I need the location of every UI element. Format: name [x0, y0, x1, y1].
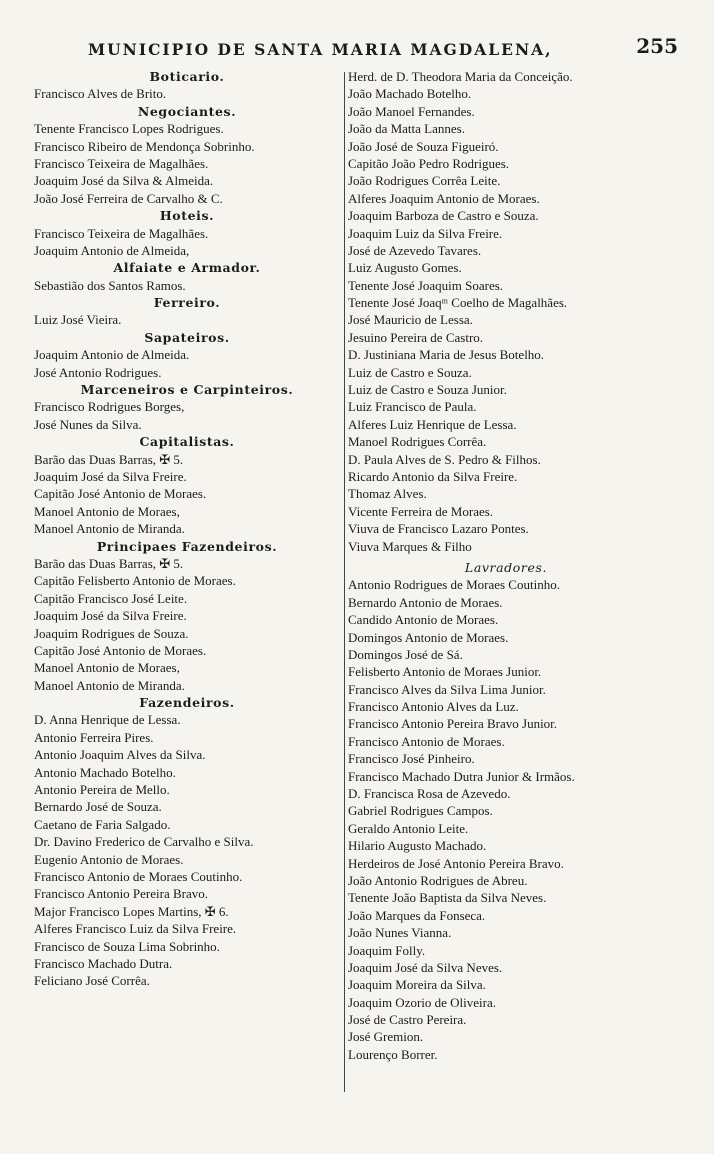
list-entry: Bernardo Antonio de Moraes.	[348, 594, 503, 610]
section-hoteis	[34, 207, 340, 259]
list-entry: Caetano de Faria Salgado.	[34, 816, 171, 832]
section-principaes-fazendeiros	[34, 538, 340, 695]
list-entry: Sebastião dos Santos Ramos.	[34, 277, 186, 293]
list-entry: Luiz de Castro e Souza.	[348, 364, 472, 380]
list-entry: Feliciano José Corrêa.	[34, 973, 150, 989]
list-entry: D. Francisca Rosa de Azevedo.	[348, 786, 511, 802]
list-entry: Francisco Machado Dutra Junior & Irmãos.	[348, 768, 575, 784]
list-entry: Joaquim Rodrigues de Souza.	[34, 625, 189, 641]
list-entry: João Manoel Fernandes.	[348, 103, 475, 119]
list-entry: Manoel Antonio de Miranda.	[34, 521, 185, 537]
list-entry: João Rodrigues Corrêa Leite.	[348, 173, 501, 189]
section-heading: Negociantes.	[137, 103, 237, 119]
list-entry: Barão das Duas Barras, ✠ 5.	[34, 555, 184, 571]
list-entry: Manoel Antonio de Miranda.	[34, 677, 185, 693]
list-entry: D. Anna Henrique de Lessa.	[34, 712, 181, 728]
list-entry: Hilario Augusto Machado.	[348, 838, 487, 854]
section-heading: Marceneiros e Carpinteiros.	[80, 382, 294, 398]
right-column	[348, 68, 664, 1063]
list-entry: Tenente João Baptista da Silva Neves.	[348, 890, 547, 906]
list-entry: Viuva de Francisco Lazaro Pontes.	[348, 521, 529, 537]
list-entry: Joaquim José da Silva Freire.	[34, 468, 187, 484]
list-entry: João Machado Botelho.	[348, 86, 472, 102]
list-entry: Joaquim Antonio de Almeida.	[34, 347, 190, 363]
section-heading: Ferreiro.	[153, 295, 221, 311]
list-entry: Joaquim Antonio de Almeida,	[34, 242, 190, 258]
list-entry: Tenente José Joaqᵐ Coelho de Magalhães.	[348, 295, 568, 311]
list-entry: Manoel Rodrigues Corrêa.	[348, 434, 487, 450]
list-entry: Domingos Antonio de Moraes.	[348, 629, 509, 645]
page-title: MUNICIPIO DE SANTA MARIA MAGDALENA,	[88, 40, 553, 59]
list-entry: João José Ferreira de Carvalho & C.	[34, 190, 223, 206]
list-entry: Candido Antonio de Moraes.	[348, 612, 499, 628]
list-entry: Capitão Francisco José Leite.	[34, 590, 188, 606]
section-lavradores	[348, 559, 664, 1063]
list-entry: Capitão José Antonio de Moraes.	[34, 486, 207, 502]
list-entry: Capitão Felisberto Antonio de Moraes.	[34, 573, 236, 589]
list-entry: D. Justiniana Maria de Jesus Botelho.	[348, 347, 545, 363]
list-entry: Francisco Antonio Alves da Luz.	[348, 699, 519, 715]
list-entry: Joaquim Ozorio de Oliveira.	[348, 994, 497, 1010]
section-fazendeiros	[34, 694, 340, 990]
list-entry: Francisco Ribeiro de Mendonça Sobrinho.	[34, 138, 255, 154]
list-entry: Francisco Teixeira de Magalhães.	[34, 225, 209, 241]
list-entry: Thomaz Alves.	[348, 486, 427, 502]
list-entry: Antonio Ferreira Pires.	[34, 729, 154, 745]
list-entry: Tenente Francisco Lopes Rodrigues.	[34, 121, 224, 137]
list-entry: Manoel Antonio de Moraes,	[34, 503, 180, 519]
list-entry: Major Francisco Lopes Martins, ✠ 6.	[34, 903, 229, 919]
list-entry: Felisberto Antonio de Moraes Junior.	[348, 664, 542, 680]
list-entry: Alferes Joaquim Antonio de Moraes.	[348, 190, 540, 206]
list-entry: Eugenio Antonio de Moraes.	[34, 851, 184, 867]
list-entry: Francisco Teixeira de Magalhães.	[34, 155, 209, 171]
list-entry: Francisco Antonio de Moraes.	[348, 733, 505, 749]
list-entry: Barão das Duas Barras, ✠ 5.	[34, 451, 184, 467]
list-entry: João da Matta Lannes.	[348, 121, 465, 137]
section-marceneiros	[34, 381, 340, 433]
list-entry: Vicente Ferreira de Moraes.	[348, 503, 494, 519]
list-entry: Viuva Marques & Filho	[348, 538, 472, 554]
page-number: 255	[636, 34, 678, 58]
list-entry: Joaquim José da Silva & Almeida.	[34, 173, 214, 189]
list-entry: Francisco José Pinheiro.	[348, 751, 475, 767]
list-entry: Joaquim José da Silva Neves.	[348, 959, 503, 975]
section-heading: Hoteis.	[159, 208, 215, 224]
list-entry: Francisco Antonio Pereira Bravo.	[34, 886, 209, 902]
section-heading: Capitalistas.	[139, 434, 235, 450]
list-entry: Joaquim José da Silva Freire.	[34, 608, 187, 624]
section-capitalistas	[34, 433, 340, 537]
list-entry: Luiz Augusto Gomes.	[348, 260, 462, 276]
list-entry: João Nunes Vianna.	[348, 925, 452, 941]
list-entry: Lourenço Borrer.	[348, 1046, 438, 1062]
list-entry: Francisco Rodrigues Borges,	[34, 399, 185, 415]
list-entry: Ricardo Antonio da Silva Freire.	[348, 468, 518, 484]
list-entry: Jesuino Pereira de Castro.	[348, 329, 484, 345]
list-entry: Joaquim Folly.	[348, 942, 426, 958]
list-entry: Geraldo Antonio Leite.	[348, 820, 469, 836]
list-entry: José Nunes da Silva.	[34, 416, 142, 432]
list-entry: Capitão José Antonio de Moraes.	[34, 642, 207, 658]
list-entry: Capitão João Pedro Rodrigues.	[348, 155, 510, 171]
section-boticario	[34, 68, 340, 103]
section-fazendeiros-continued	[348, 68, 664, 555]
list-entry: Joaquim Moreira da Silva.	[348, 977, 486, 993]
list-entry: Francisco Alves da Silva Lima Junior.	[348, 681, 546, 697]
list-entry: Francisco Antonio Pereira Bravo Junior.	[348, 716, 558, 732]
list-entry: Antonio Pereira de Mello.	[34, 782, 170, 798]
list-entry: Luiz José Vieira.	[34, 312, 122, 328]
section-heading: Lavradores.	[464, 559, 548, 575]
left-column	[34, 68, 340, 990]
list-entry: Francisco de Souza Lima Sobrinho.	[34, 938, 220, 954]
list-entry: José Antonio Rodrigues.	[34, 364, 162, 380]
section-heading: Sapateiros.	[144, 329, 230, 345]
list-entry: Gabriel Rodrigues Campos.	[348, 803, 493, 819]
list-entry: Francisco Antonio de Moraes Coutinho.	[34, 868, 243, 884]
list-entry: Luiz de Castro e Souza Junior.	[348, 382, 507, 398]
list-entry: Herd. de D. Theodora Maria da Conceição.	[348, 69, 573, 84]
list-entry: João Antonio Rodrigues de Abreu.	[348, 872, 528, 888]
section-heading: Alfaiate e Armador.	[113, 260, 261, 276]
list-entry: Tenente José Joaquim Soares.	[348, 277, 504, 293]
list-entry: Luiz Francisco de Paula.	[348, 399, 477, 415]
list-entry: Bernardo José de Souza.	[34, 799, 162, 815]
list-entry: Joaquim Barboza de Castro e Souza.	[348, 208, 539, 224]
section-heading: Fazendeiros.	[139, 695, 235, 711]
section-ferreiro	[34, 294, 340, 329]
list-entry: Antonio Machado Botelho.	[34, 764, 176, 780]
section-alfaiate	[34, 259, 340, 294]
list-entry: Antonio Joaquim Alves da Silva.	[34, 747, 206, 763]
section-heading: Boticario.	[149, 69, 225, 84]
list-entry: José Mauricio de Lessa.	[348, 312, 473, 328]
list-entry: João José de Souza Figueiró.	[348, 138, 499, 154]
list-entry: Alferes Francisco Luiz da Silva Freire.	[34, 921, 237, 937]
page-header	[88, 34, 678, 68]
list-entry: José de Castro Pereira.	[348, 1012, 467, 1028]
list-entry: Manoel Antonio de Moraes,	[34, 660, 180, 676]
list-entry: Alferes Luiz Henrique de Lessa.	[348, 416, 517, 432]
section-sapateiros	[34, 329, 340, 381]
list-entry: Dr. Davino Frederico de Carvalho e Silva.	[34, 834, 254, 850]
list-entry: D. Paula Alves de S. Pedro & Filhos.	[348, 451, 541, 467]
list-entry: Francisco Alves de Brito.	[34, 86, 167, 102]
list-entry: Francisco Machado Dutra.	[34, 955, 173, 971]
list-entry: Domingos José de Sá.	[348, 646, 463, 662]
list-entry: Antonio Rodrigues de Moraes Coutinho.	[348, 577, 560, 593]
list-entry: Joaquim Luiz da Silva Freire.	[348, 225, 503, 241]
section-heading: Principaes Fazendeiros.	[96, 538, 278, 554]
list-entry: João Marques da Fonseca.	[348, 907, 486, 923]
section-negociantes	[34, 103, 340, 207]
column-divider	[344, 72, 345, 1092]
list-entry: Herdeiros de José Antonio Pereira Bravo.	[348, 855, 564, 871]
list-entry: José Gremion.	[348, 1029, 424, 1045]
list-entry: José de Azevedo Tavares.	[348, 242, 482, 258]
